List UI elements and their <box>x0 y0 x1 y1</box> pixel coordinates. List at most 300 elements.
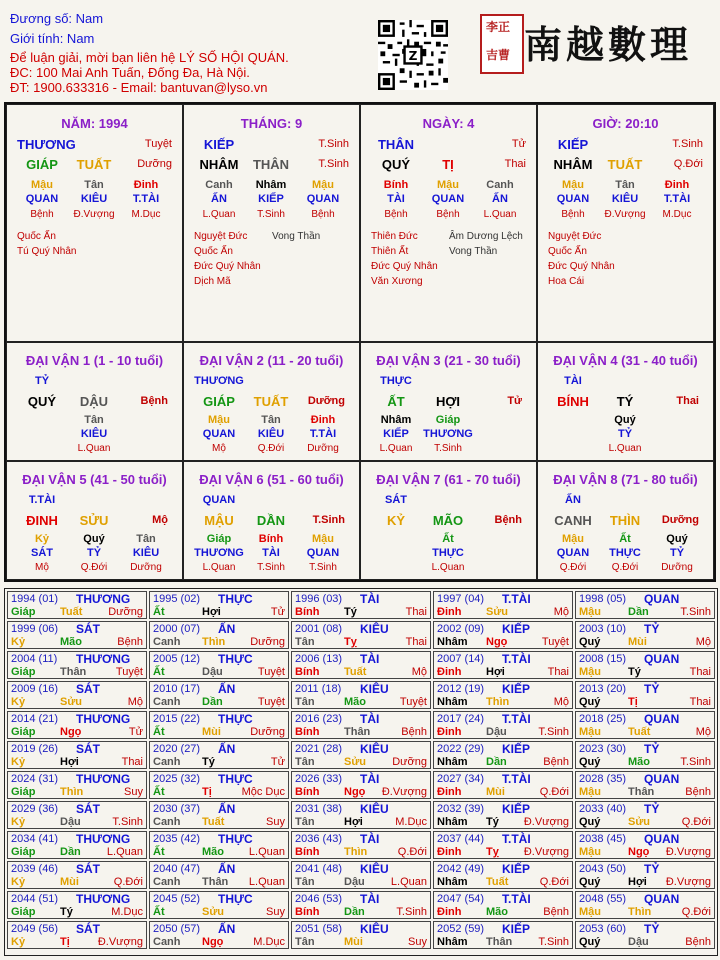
year-chi: Tị <box>628 696 638 708</box>
year-chi: Tỵ <box>344 636 357 648</box>
year-stage: Tử <box>128 726 143 738</box>
pillar-can: NHÂM <box>199 157 239 172</box>
year-cell <box>7 921 147 949</box>
year-god: T.TÀI <box>502 712 531 726</box>
hidden-god: TÀI <box>262 547 280 559</box>
year-label: 2043 (50) <box>579 863 627 875</box>
year-can: Ất <box>153 666 165 678</box>
year-stage: Suy <box>408 936 427 948</box>
year-cell <box>7 741 147 769</box>
year-label: 2003 (10) <box>579 623 627 635</box>
year-label: 2034 (41) <box>11 833 59 845</box>
year-chi: Sửu <box>628 816 651 828</box>
star-item: Thiên Đức <box>371 231 418 242</box>
pillar-god-right: T.Sinh <box>318 138 349 150</box>
hidden-stage: T.Sinh <box>309 562 337 573</box>
year-god: T.TÀI <box>502 772 531 786</box>
hidden-god: KIÊU <box>132 547 160 559</box>
year-stage: Đ.Vượng <box>665 876 711 888</box>
address-line: ĐC: 100 Mai Anh Tuấn, Đống Đa, Hà Nội. <box>10 65 250 80</box>
year-label: 2011 (18) <box>295 683 342 695</box>
year-god: THỰC <box>218 652 253 666</box>
year-god: T.TÀI <box>502 592 531 606</box>
hidden-stem: Tân <box>84 414 104 426</box>
year-label: 2028 (35) <box>579 773 627 785</box>
year-can: Giáp <box>11 726 36 738</box>
dai-van-chi: MÃO <box>432 513 464 528</box>
hidden-stage: Q.Đới <box>257 443 285 454</box>
year-chi: Mùi <box>486 786 505 798</box>
hidden-stage: Bệnh <box>436 209 460 220</box>
year-cell <box>291 891 431 919</box>
year-god: KIẾP <box>502 802 531 816</box>
hidden-god: QUAN <box>556 193 590 205</box>
year-label: 1999 (06) <box>11 623 59 635</box>
hidden-stage: Q.Đới <box>611 562 639 573</box>
year-label: 2021 (28) <box>295 743 343 755</box>
year-stage: Suy <box>124 786 143 798</box>
year-cell <box>291 681 431 709</box>
hidden-stage: Mộ <box>35 562 49 573</box>
hidden-stem: Ất <box>619 533 631 545</box>
hidden-god: T.TÀI <box>309 428 337 440</box>
hidden-stem: Đinh <box>133 179 159 191</box>
hidden-stem: Quý <box>666 533 688 545</box>
year-can: Ất <box>153 786 165 798</box>
year-cell <box>291 771 431 799</box>
hidden-god: THỰC <box>432 547 464 559</box>
year-cell <box>433 891 573 919</box>
hidden-god: T.TÀI <box>132 193 160 205</box>
year-god: TỶ <box>644 802 660 816</box>
pillar-title: NGÀY: 4 <box>422 116 475 131</box>
year-can: Mậu <box>579 906 601 918</box>
year-stage: Bệnh <box>543 906 569 918</box>
hidden-stage: L.Quan <box>77 443 111 454</box>
year-god: KIẾP <box>502 862 531 876</box>
year-stage: Mộ <box>553 696 569 708</box>
year-god: THƯƠNG <box>76 592 131 606</box>
hidden-stage: Dưỡng <box>661 562 693 573</box>
year-stage: Đ.Vượng <box>523 846 569 858</box>
year-cell <box>291 591 431 619</box>
hidden-stem: Đinh <box>310 414 336 426</box>
dai-van-god: T.TÀI <box>28 494 56 506</box>
pillar-stage: Thai <box>504 158 526 170</box>
year-cell <box>149 771 289 799</box>
year-cell <box>433 771 573 799</box>
year-chi: Tý <box>344 606 357 618</box>
hidden-god: ẤN <box>211 193 227 205</box>
year-cell <box>7 621 147 649</box>
year-chi: Tuất <box>486 876 509 888</box>
year-god: SÁT <box>76 682 100 696</box>
year-cell <box>7 861 147 889</box>
year-stage: L.Quan <box>106 846 143 858</box>
hidden-god: KIÊU <box>80 193 108 205</box>
year-can: Mậu <box>579 786 601 798</box>
year-label: 2006 (13) <box>295 653 343 665</box>
dai-van-title: ĐẠI VẬN 2 (11 - 20 tuổi) <box>199 353 344 368</box>
year-chi: Mão <box>486 906 508 918</box>
dai-van-chi: TUẤT <box>253 394 289 409</box>
year-stage: Bệnh <box>117 636 143 648</box>
year-cell <box>149 891 289 919</box>
hidden-stage: Mộ <box>212 443 226 454</box>
dai-van-title: ĐẠI VẬN 5 (41 - 50 tuổi) <box>22 472 167 487</box>
year-can: Bính <box>295 786 320 798</box>
year-god: T.TÀI <box>502 832 531 846</box>
dai-van-5 <box>6 461 183 580</box>
pillar-title: GIỜ: 20:10 <box>592 116 659 131</box>
hidden-god: QUAN <box>202 428 236 440</box>
dai-van-god: THƯƠNG <box>194 375 244 387</box>
year-can: Bính <box>295 906 320 918</box>
year-can: Đinh <box>437 666 462 678</box>
year-label: 2016 (23) <box>295 713 343 725</box>
year-can: Kỷ <box>11 636 26 648</box>
year-label: 1995 (02) <box>153 593 201 605</box>
year-chi: Thân <box>628 786 655 798</box>
year-can: Nhâm <box>437 936 468 948</box>
year-chi: Thân <box>344 726 371 738</box>
year-cell <box>291 801 431 829</box>
year-god: QUAN <box>644 832 680 846</box>
year-can: Ất <box>153 726 165 738</box>
pillar-god-right: Tử <box>511 138 526 150</box>
year-god: TỶ <box>644 742 660 756</box>
pillar-4 <box>537 104 714 342</box>
year-stage: Suy <box>266 816 285 828</box>
year-can: Giáp <box>11 666 36 678</box>
year-chi: Mão <box>60 636 82 648</box>
year-stage: L.Quan <box>248 876 285 888</box>
year-cell <box>149 711 289 739</box>
year-god: ẤN <box>218 922 236 936</box>
year-god: THƯƠNG <box>76 652 131 666</box>
year-stage: Bệnh <box>401 726 427 738</box>
year-god: KIÊU <box>360 742 389 756</box>
dai-van-chi: HỢI <box>435 394 461 409</box>
hidden-stem: Giáp <box>206 533 232 545</box>
year-stage: Q.Đới <box>681 906 711 918</box>
year-stage: Q.Đới <box>397 846 427 858</box>
hidden-stem: Mậu <box>562 179 584 191</box>
year-can: Quý <box>579 636 601 648</box>
year-can: Kỷ <box>11 876 26 888</box>
year-can: Đinh <box>437 726 462 738</box>
year-stage: Đ.Vượng <box>523 816 569 828</box>
year-can: Bính <box>295 726 320 738</box>
year-cell <box>7 591 147 619</box>
year-label: 2010 (17) <box>153 683 201 695</box>
hidden-stem: Kỷ <box>34 533 50 545</box>
hidden-god: KIẾP <box>383 428 409 440</box>
year-cell <box>7 681 147 709</box>
year-cell <box>291 711 431 739</box>
hidden-stage: T.Sinh <box>257 562 285 573</box>
year-stage: Dưỡng <box>392 756 427 768</box>
year-chi: Mão <box>202 846 224 858</box>
hidden-stage: L.Quan <box>379 443 413 454</box>
year-cell <box>291 861 431 889</box>
year-cell <box>433 801 573 829</box>
year-can: Đinh <box>437 906 462 918</box>
year-cell <box>575 621 715 649</box>
year-god: SÁT <box>76 802 100 816</box>
hidden-stem: Đinh <box>664 179 690 191</box>
hidden-god: SÁT <box>31 547 53 559</box>
hidden-stage: Bệnh <box>311 209 335 220</box>
dai-van-title: ĐẠI VẬN 8 (71 - 80 tuổi) <box>553 472 698 487</box>
year-chi: Dần <box>486 756 507 768</box>
hidden-stage: M.Dục <box>662 209 692 220</box>
header <box>0 0 720 100</box>
year-cell <box>7 801 147 829</box>
year-cell <box>575 921 715 949</box>
hidden-stem: Mậu <box>208 414 230 426</box>
year-cell <box>149 831 289 859</box>
hidden-god: KIÊU <box>80 428 108 440</box>
pillar-stage: T.Sinh <box>318 158 349 170</box>
year-label: 2024 (31) <box>11 773 59 785</box>
year-chi: Tuất <box>202 816 225 828</box>
year-label: 2007 (14) <box>437 653 485 665</box>
year-cell <box>7 771 147 799</box>
year-cell <box>575 771 715 799</box>
pillar-god-left: THÂN <box>377 137 415 152</box>
year-stage: Mộ <box>695 636 711 648</box>
hidden-stem: Canh <box>205 179 233 191</box>
star-item: Vong Thần <box>272 231 321 242</box>
year-cell <box>575 801 715 829</box>
year-can: Bính <box>295 606 320 618</box>
hidden-god: THƯƠNG <box>194 547 244 559</box>
year-stage: Mộ <box>553 606 569 618</box>
star-item: Nguyệt Đức <box>548 231 602 242</box>
dai-van-god: THỰC <box>380 375 412 387</box>
year-god: ẤN <box>218 742 236 756</box>
year-stage: T.Sinh <box>680 606 711 618</box>
year-god: THƯƠNG <box>76 892 131 906</box>
year-chi: Hợi <box>202 606 221 618</box>
year-can: Nhâm <box>437 636 468 648</box>
star-item: Quốc Ấn <box>17 231 56 242</box>
year-god: QUAN <box>644 772 680 786</box>
hidden-stage: Bệnh <box>384 209 408 220</box>
star-item: Đức Quý Nhân <box>194 261 261 272</box>
year-can: Nhâm <box>437 696 468 708</box>
year-stage: Dưỡng <box>108 606 143 618</box>
year-stage: T.Sinh <box>680 756 711 768</box>
hidden-stage: L.Quan <box>431 562 465 573</box>
year-stage: Thai <box>405 636 427 648</box>
year-stage: T.Sinh <box>538 726 569 738</box>
year-can: Mậu <box>579 606 601 618</box>
seal-logo: 李正 吉曹 <box>480 14 524 74</box>
year-chi: Tý <box>628 666 641 678</box>
year-label: 2023 (30) <box>579 743 627 755</box>
year-cell <box>7 831 147 859</box>
year-god: THƯƠNG <box>76 712 131 726</box>
year-label: 2026 (33) <box>295 773 343 785</box>
year-chi: Hợi <box>628 876 647 888</box>
year-chi: Dần <box>202 696 223 708</box>
hidden-god: T.TÀI <box>663 193 691 205</box>
year-god: KIẾP <box>502 922 531 936</box>
year-cell <box>433 651 573 679</box>
year-can: Bính <box>295 846 320 858</box>
year-god: KIẾP <box>502 622 531 636</box>
year-stage: Đ.Vượng <box>665 846 711 858</box>
year-label: 2052 (59) <box>437 923 485 935</box>
year-stage: Tử <box>270 756 285 768</box>
year-cell <box>149 681 289 709</box>
year-chi: Tý <box>202 756 215 768</box>
year-god: TÀI <box>360 892 380 906</box>
year-stage: Đ.Vượng <box>97 936 143 948</box>
year-label: 2042 (49) <box>437 863 485 875</box>
year-god: SÁT <box>76 862 100 876</box>
year-chi: Sửu <box>60 696 83 708</box>
dai-van-stage: Mộ <box>152 514 168 526</box>
hidden-stem: Tân <box>615 179 635 191</box>
year-chi: Ngọ <box>60 726 82 738</box>
year-chi: Tuất <box>628 726 651 738</box>
year-chi: Dần <box>344 906 365 918</box>
year-stage: Thai <box>689 696 711 708</box>
year-stage: Mộ <box>411 666 427 678</box>
year-label: 2012 (19) <box>437 683 485 695</box>
year-stage: T.Sinh <box>112 816 143 828</box>
qr-code-icon[interactable] <box>378 20 448 90</box>
year-stage: L.Quan <box>248 846 285 858</box>
hidden-stage: Bệnh <box>30 209 54 220</box>
year-god: KIẾP <box>502 742 531 756</box>
hidden-god: KIÊU <box>257 428 285 440</box>
pillar-god-right: T.Sinh <box>672 138 703 150</box>
hidden-stem: Giáp <box>435 414 461 426</box>
hidden-stem: Ất <box>442 533 454 545</box>
year-can: Tân <box>295 936 315 948</box>
hidden-stem: Mậu <box>31 179 53 191</box>
pillar-stage: Dưỡng <box>137 158 172 170</box>
pillar-stage: Q.Đới <box>673 158 703 170</box>
hidden-god: TỶ <box>617 428 633 440</box>
year-stage: Mộ <box>127 696 143 708</box>
dai-van-8 <box>537 461 714 580</box>
year-can: Nhâm <box>437 756 468 768</box>
year-can: Giáp <box>11 786 36 798</box>
dai-van-can: GIÁP <box>203 394 235 409</box>
year-can: Ất <box>153 906 165 918</box>
hidden-stage: T.Sinh <box>257 209 285 220</box>
year-cell <box>149 741 289 769</box>
year-stage: Thai <box>547 666 569 678</box>
year-chi: Thân <box>60 666 87 678</box>
hidden-god: QUAN <box>306 547 340 559</box>
year-label: 2032 (39) <box>437 803 485 815</box>
year-stage: Mộc Dục <box>241 786 285 798</box>
year-label: 2004 (11) <box>11 653 58 665</box>
year-stage: M.Dục <box>395 816 427 828</box>
dai-van-can: ĐINH <box>26 513 58 528</box>
year-chi: Tý <box>60 906 73 918</box>
year-god: ẤN <box>218 622 236 636</box>
year-god: THƯƠNG <box>76 832 131 846</box>
year-cell <box>575 651 715 679</box>
dai-van-title: ĐẠI VẬN 4 (31 - 40 tuổi) <box>553 353 698 368</box>
pillar-1 <box>6 104 183 342</box>
year-god: TÀI <box>360 592 380 606</box>
year-can: Mậu <box>579 846 601 858</box>
year-can: Mậu <box>579 726 601 738</box>
year-god: TÀI <box>360 712 380 726</box>
hidden-stage: Q.Đới <box>559 562 587 573</box>
dai-van-can: ẤT <box>387 394 405 409</box>
year-label: 2022 (29) <box>437 743 485 755</box>
hidden-god: ẤN <box>492 193 508 205</box>
year-cell <box>575 711 715 739</box>
pillar-can: QUÝ <box>381 157 411 172</box>
pillar-3 <box>360 104 537 342</box>
star-item: Dịch Mã <box>194 276 231 287</box>
year-stage: M.Dục <box>111 906 143 918</box>
year-label: 2001 (08) <box>295 623 343 635</box>
year-label: 2053 (60) <box>579 923 627 935</box>
dai-van-god: QUAN <box>202 494 236 506</box>
year-stage: Q.Đới <box>539 786 569 798</box>
year-chi: Ngọ <box>628 846 650 858</box>
year-label: 2048 (55) <box>579 893 627 905</box>
dai-van-chi: SỬU <box>79 513 109 528</box>
year-god: THỰC <box>218 592 253 606</box>
pillar-god-left: KIẾP <box>557 137 589 152</box>
year-cell <box>149 591 289 619</box>
year-can: Quý <box>579 696 601 708</box>
year-chi: Ngọ <box>344 786 366 798</box>
year-stage: Tuyệt <box>399 696 427 708</box>
year-label: 2017 (24) <box>437 713 485 725</box>
year-chi: Sửu <box>486 606 509 618</box>
year-can: Tân <box>295 636 315 648</box>
pillar-god-left: KIẾP <box>203 137 235 152</box>
dai-van-stage: Dưỡng <box>307 395 345 407</box>
hidden-god: QUAN <box>556 547 590 559</box>
year-god: KIÊU <box>360 922 389 936</box>
star-item: Nguyệt Đức <box>194 231 248 242</box>
year-cell <box>149 651 289 679</box>
year-can: Kỷ <box>11 696 26 708</box>
year-label: 2041 (48) <box>295 863 343 875</box>
year-label: 2027 (34) <box>437 773 485 785</box>
hidden-stage: Đ.Vượng <box>604 209 646 220</box>
year-god: TỶ <box>644 622 660 636</box>
year-can: Canh <box>153 816 181 828</box>
hidden-god: QUAN <box>306 193 340 205</box>
year-cell <box>149 861 289 889</box>
year-cell <box>433 861 573 889</box>
pillar-can: GIÁP <box>26 157 58 172</box>
year-chi: Hợi <box>486 666 505 678</box>
year-cell <box>433 831 573 859</box>
year-chi: Dậu <box>344 876 365 888</box>
year-god: T.TÀI <box>502 892 531 906</box>
star-item: Quốc Ấn <box>194 246 233 257</box>
year-can: Quý <box>579 756 601 768</box>
year-can: Giáp <box>11 906 36 918</box>
year-chi: Mùi <box>202 726 221 738</box>
